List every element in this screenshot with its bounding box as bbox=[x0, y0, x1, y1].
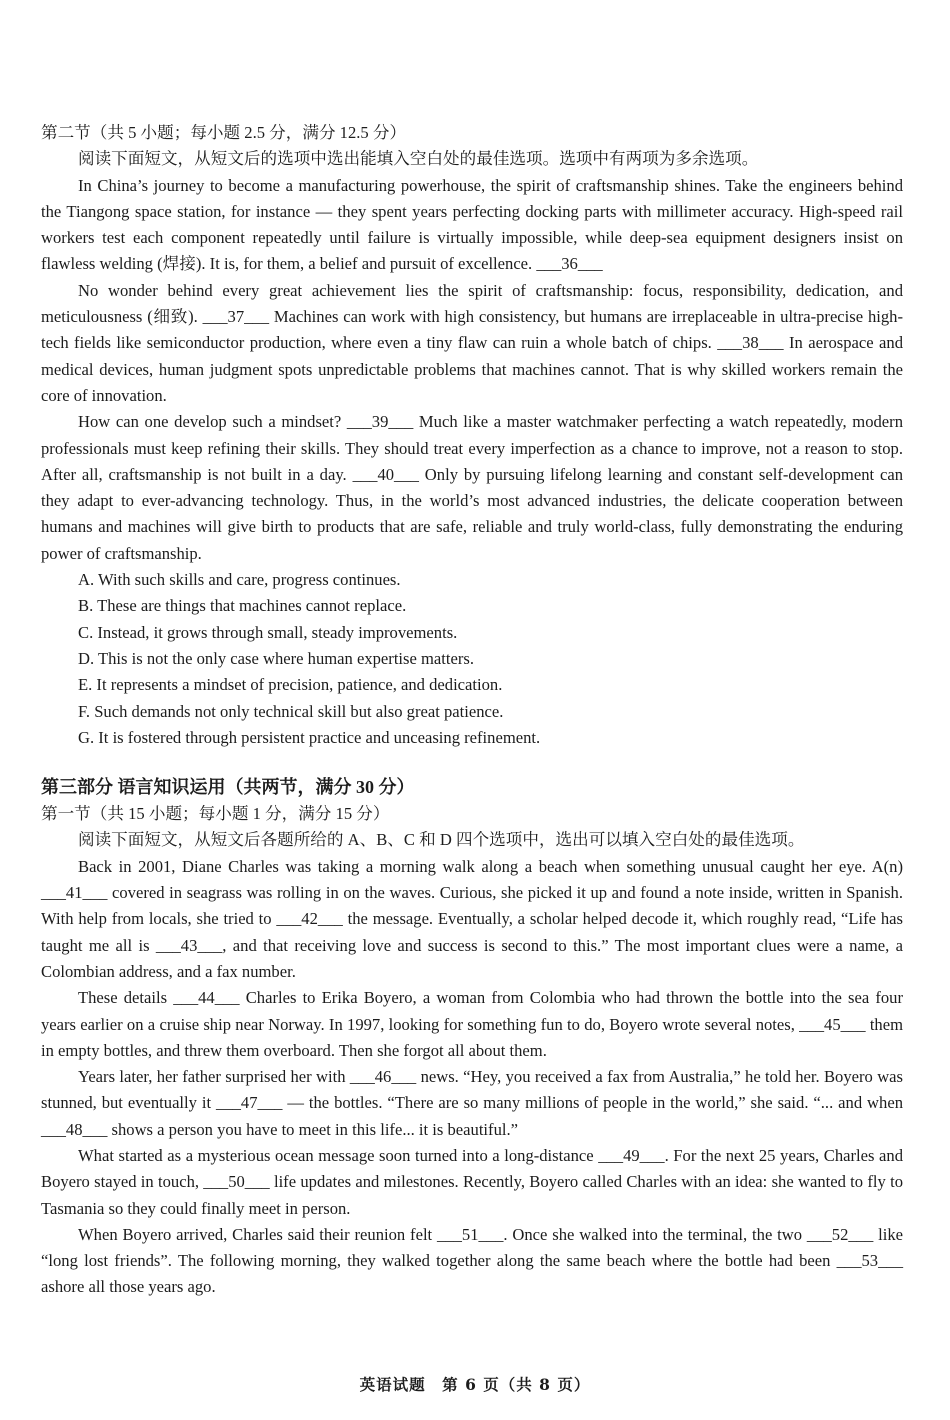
part3-instruction: 阅读下面短文，从短文后各题所给的 A、B、C 和 D 四个选项中，选出可以填入空白处的最佳选项。 bbox=[78, 830, 805, 850]
section2-instruction: 阅读下面短文，从短文后的选项中选出能填入空白处的最佳选项。选项中有两项为多余选项。 bbox=[78, 149, 759, 169]
option-a: A. With such skills and care, progress continues. bbox=[78, 570, 401, 590]
option-c: C. Instead, it grows through small, steady improvements. bbox=[78, 622, 458, 642]
option-d: D. This is not the only case where human expertise matters. bbox=[78, 648, 474, 668]
option-e: E. It represents a mindset of precision, patience, and dedication. bbox=[78, 675, 503, 695]
part3-section1-heading: 第一节（共 15 小题；每小题 1 分，满分 15 分） bbox=[41, 804, 390, 824]
passage2-paragraph-3: Years later, her father surprised her with ___46___ news. “Hey, you received a fax from Australia,” he told her. Boyero was stunned, but eventually it ___47___ — the bottles. “There are so many millions of people in the world,” she said. “... and when ___48___ shows a person you have to meet in this life... it is beautiful.” bbox=[41, 1067, 903, 1139]
option-g: G. It is fostered through persistent practice and unceasing refinement. bbox=[78, 727, 541, 747]
section2-heading: 第二节（共 5 小题；每小题 2.5 分，满分 12.5 分） bbox=[41, 123, 407, 142]
passage1-paragraph-3: How can one develop such a mindset? ___39___ Much like a master watchmaker perfecting a watch repeatedly, modern professionals must keep refining their skills. They should treat every imperfection as a chance to improve, not a reason to stop. After all, craftsmanship is not built in a day. ___40___ Only by pursuing lifelong learning and constant self-development can they adapt to ever-advancing technology. Thus, in the world’s most advanced industries, the delicate cooperation between humans and machines will give birth to products that are safe, reliable and truly world-class, fully demonstrating the enduring power of craftsmanship. bbox=[41, 412, 903, 563]
passage1-paragraph-2: No wonder behind every great achievement lies the spirit of craftsmanship: focus, responsibility, dedication, and meticulousness (细致). ___37___ Machines can work with high consistency, but humans are irreplaceable in ultra-precise high-tech fields like semiconductor production, where even a tiny flaw can ruin a whole batch of chips. ___38___ In aerospace and medical devices, human judgment spots unpredictable problems that machines cannot. That is why skilled workers remain the core of innovation. bbox=[41, 280, 903, 405]
passage2-paragraph-4: What started as a mysterious ocean message soon turned into a long-distance ___49___. For the next 25 years, Charles and Boyero stayed in touch, ___50___ life updates and milestones. Recently, Boyero called Charles with an idea: she wanted to fly to Tasmania so they could finally meet in person. bbox=[41, 1145, 903, 1218]
passage2-paragraph-1: Back in 2001, Diane Charles was taking a morning walk along a beach when something unusual caught her eye. A(n) ___41___ covered in seagrass was rolling in on the waves. Curious, she picked it up and found a note inside, written in Spanish. With help from locals, she tried to ___42___ the message. Eventually, a scholar helped decode it, which roughly read, “Life has taught me all is ___43___, and that receiving love and success is second to this.” The most important clues were a name, a Colombian address, and a fax number. bbox=[41, 856, 903, 981]
option-b: B. These are things that machines cannot replace. bbox=[78, 596, 407, 616]
passage2-paragraph-2: These details ___44___ Charles to Erika Boyero, a woman from Colombia who had thrown the bottle into the sea four years earlier on a cruise ship near Norway. In 1997, looking for something fun to do, Boyero wrote several notes, ___45___ them in empty bottles, and threw them overboard. Then she forgot all about them. bbox=[41, 988, 903, 1060]
passage1-paragraph-1: In China’s journey to become a manufacturing powerhouse, the spirit of craftsmanship shines. Take the engineers behind the Tiangong space station, for instance — they spent years perfecting docking parts with millimeter accuracy. High-speed rail workers test each component repeatedly until failure is virtually impossible, while deep-sea equipment designers insist on flawless welding (焊接). It is, for them, a belief and pursuit of excellence. ___36___ bbox=[41, 175, 903, 274]
exam-page bbox=[41, 120, 903, 1301]
page-footer: 英语试题 第 6 页（共 8 页） bbox=[359, 1375, 591, 1394]
part3-heading: 第三部分 语言知识运用（共两节，满分 30 分） bbox=[41, 777, 415, 798]
passage2-paragraph-5: When Boyero arrived, Charles said their reunion felt ___51___. Once she walked into the terminal, the two ___52___ like “long lost friends”. The following morning, they walked together along the same beach where the bottle had been ___53___ ashore all those years ago. bbox=[41, 1224, 903, 1297]
option-f: F. Such demands not only technical skill but also great patience. bbox=[78, 701, 504, 721]
